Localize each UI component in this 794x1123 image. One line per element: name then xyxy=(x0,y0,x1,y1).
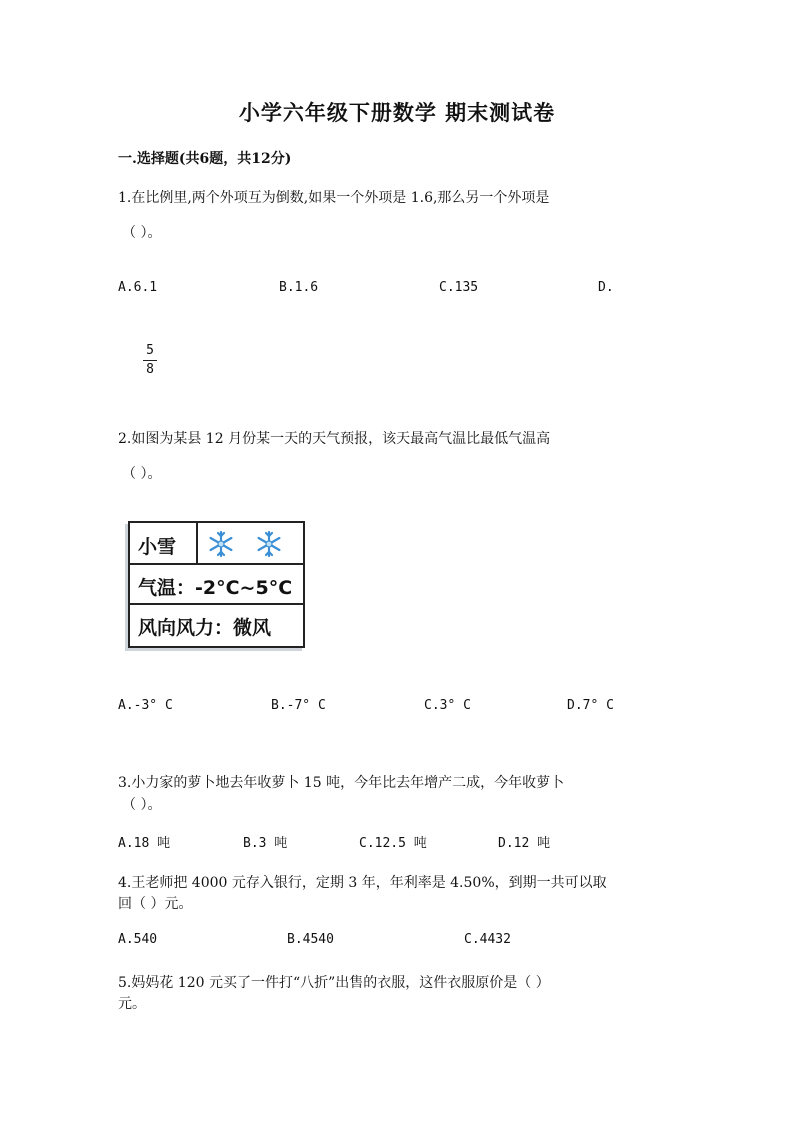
question-3-blank: （ ）。 xyxy=(122,797,162,813)
question-3-option-a[interactable]: A.18 吨 xyxy=(118,836,171,851)
weather-temperature-text: 气温：-2°C~5°C xyxy=(138,577,293,599)
fraction-denominator: 8 xyxy=(146,362,154,377)
question-2-text: 2.如图为某县 12 月份某一天的天气预报，该天最高气温比最低气温高 xyxy=(118,431,551,447)
question-2-option-b[interactable]: B.-7° C xyxy=(271,698,326,713)
question-2-blank: （ ）。 xyxy=(122,466,162,482)
weather-divider xyxy=(196,523,198,565)
question-3-option-c[interactable]: C.12.5 吨 xyxy=(359,836,427,851)
fraction-bar xyxy=(143,360,157,361)
question-2-option-a[interactable]: A.-3° C xyxy=(118,698,173,713)
weather-row-wind xyxy=(130,605,303,646)
snowflake-icon xyxy=(254,529,284,559)
question-1-blank: （ ）。 xyxy=(122,225,162,241)
weather-forecast-figure xyxy=(128,521,305,648)
question-1-option-c[interactable]: C.135 xyxy=(439,280,479,295)
weather-wind-text: 风向风力：微风 xyxy=(138,617,272,639)
question-1-text: 1.在比例里,两个外项互为倒数,如果一个外项是 1.6,那么另一个外项是 xyxy=(118,190,550,206)
weather-row-temperature xyxy=(130,565,303,605)
question-1-option-a[interactable]: A.6.1 xyxy=(118,280,158,295)
question-4-text-continued: 回（ ）元。 xyxy=(118,896,193,912)
weather-condition-label: 小雪 xyxy=(138,536,177,558)
question-1-option-b[interactable]: B.1.6 xyxy=(279,280,319,295)
question-2-option-c[interactable]: C.3° C xyxy=(424,698,471,713)
question-4-option-b[interactable]: B.4540 xyxy=(287,932,334,947)
weather-row-condition xyxy=(130,523,303,565)
question-3-text: 3.小力家的萝卜地去年收萝卜 15 吨，今年比去年增产二成，今年收萝卜 xyxy=(118,775,565,791)
question-4-text: 4.王老师把 4000 元存入银行，定期 3 年，年利率是 4.50%，到期一共可以取 xyxy=(118,875,607,891)
question-4-option-c[interactable]: C.4432 xyxy=(464,932,511,947)
question-5-text: 5.妈妈花 120 元买了一件打“八折”出售的衣服，这件衣服原价是（ ） xyxy=(118,975,550,991)
question-3-option-b[interactable]: B.3 吨 xyxy=(243,836,288,851)
question-4-option-a[interactable]: A.540 xyxy=(118,932,158,947)
question-2-option-d[interactable]: D.7° C xyxy=(567,698,614,713)
question-5-text-continued: 元。 xyxy=(118,996,146,1012)
fraction-numerator: 5 xyxy=(146,343,154,358)
question-1-option-d[interactable]: D. xyxy=(598,280,614,295)
snowflake-icon xyxy=(206,529,236,559)
question-1-option-d-fraction xyxy=(143,343,157,378)
section-heading: 一.选择题(共6题，共12分) xyxy=(118,151,292,167)
page-title: 小学六年级下册数学 期末测试卷 xyxy=(238,100,556,125)
question-3-option-d[interactable]: D.12 吨 xyxy=(498,836,551,851)
